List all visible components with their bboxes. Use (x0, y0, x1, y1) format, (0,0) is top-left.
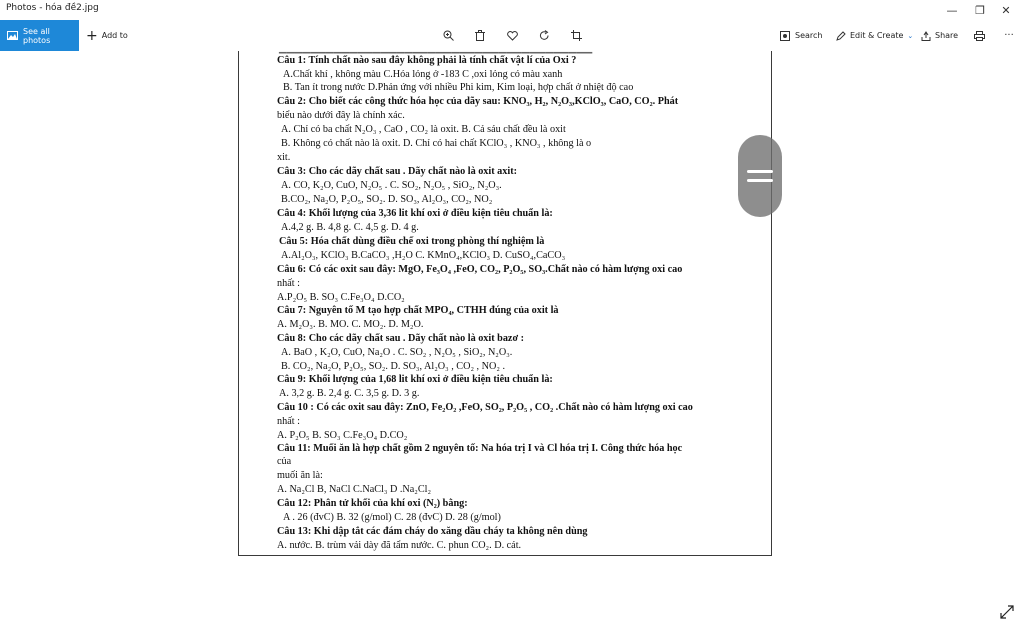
question-line: Câu 2: Cho biết các công thức hóa học của dãy sau: KNO₃, H₂, N₂O₃,KClO₃, CaO, CO₂. Phát (277, 96, 679, 107)
question-line: Câu 12: Phân tử khối của khí oxi (N₂) bằng: (277, 498, 468, 509)
answer-line: xit. (277, 152, 291, 163)
more-icon: ··· (1004, 30, 1014, 41)
answer-line: A . 26 (đvC) B. 32 (g/mol) C. 28 (đvC) D. 28 (g/mol) (283, 512, 501, 523)
search-button[interactable] (780, 20, 822, 51)
zoom-icon (443, 30, 454, 41)
answer-line: A. Chỉ có ba chất N₂O₃ , CaO , CO₂ là oxit. B. Cả sáu chất đều là oxit (281, 124, 566, 135)
image-bottom-edge (238, 555, 772, 556)
see-all-photos-button[interactable] (0, 20, 79, 51)
answer-line: A. M₂O₃. B. MO. C. MO₂. D. M₂O. (277, 319, 424, 330)
answer-line: A.Al₂O₃, KClO₃ B.CaCO₃ ,H₂O C. KMnO₄,KClO₃ D. CuSO₄,CaCO₃ (281, 250, 566, 261)
question-line: biểu nào dưới đây là chính xác. (277, 110, 405, 121)
question-line: muối ăn là: (277, 470, 323, 481)
question-line: Câu 9: Khối lượng của 1,68 lit khí oxi ở điều kiện tiêu chuẩn là: (277, 374, 553, 385)
answer-line: B. Tan ít trong nước D.Phản ứng với nhiều Phi kim, Kim loại, hợp chất ở nhiệt độ cao (283, 82, 634, 93)
answer-line: A.Chất khí , không màu C.Hóa lỏng ở -183 C ,oxi lỏng có màu xanh (283, 69, 563, 80)
see-all-label: See all photos (23, 26, 51, 45)
edit-create-button[interactable] (836, 20, 913, 51)
printer-icon (974, 31, 985, 41)
answer-line: B. Không có chất nào là oxit. D. Chỉ có hai chất KClO₃ , KNO₃ , không là o (281, 138, 592, 149)
answer-line: A. 3,2 g. B. 2,4 g. C. 3,5 g. D. 3 g. (279, 388, 420, 399)
share-label: Share (935, 31, 959, 40)
plus-icon: + (86, 27, 98, 44)
question-line: Câu 4: Khối lượng của 3,36 lit khí oxi ở điều kiện tiêu chuẩn là: (277, 208, 553, 219)
scroll-handle[interactable] (738, 135, 782, 217)
question-line: của (277, 456, 292, 467)
share-icon (921, 31, 931, 41)
answer-line: B.CO₂, Na₂O, P₂O₅, SO₂. D. SO₃, Al₂O₃, CO₂, NO₂ (281, 194, 493, 205)
question-line: Câu 5: Hóa chất dùng điều chế oxi trong phòng thí nghiệm là (279, 236, 545, 247)
title-bar (0, 0, 1024, 20)
question-line: Câu 10 : Có các oxit sau đây: ZnO, Fe₂O₂ ,FeO, SO₂, P₂O₅ , CO₂ .Chất nào có hàm lượng oxi cao (277, 402, 693, 413)
image-viewer[interactable] (0, 43, 1024, 576)
cut-off-line: ▁▁▁▁▁▁▁▁▁▁▁▁▁▁▁▁▁▁▁▁▁▁▁▁▁▁▁▁▁▁▁▁▁▁▁▁▁▁▁▁ (279, 43, 593, 54)
expand-button[interactable] (1000, 604, 1014, 623)
edit-create-label: Edit & Create (850, 31, 904, 40)
add-to-label: Add to (101, 31, 128, 40)
question-line: nhất : (277, 278, 300, 289)
question-line: nhất : (277, 416, 300, 427)
answer-line: A. Na₂Cl B, NaCl C.NaCl₃ D .Na₂Cl₂ (277, 484, 431, 495)
question-line: Câu 8: Cho các dãy chất sau . Dãy chất nào là oxit bazơ : (277, 333, 525, 344)
question-line: Câu 7: Nguyên tố M tạo hợp chất MPO₄, CTHH đúng của oxit là (277, 305, 559, 316)
photos-icon (7, 31, 18, 40)
document-image (238, 43, 772, 556)
answer-line: A.4,2 g. B. 4,8 g. C. 4,5 g. D. 4 g. (281, 222, 419, 233)
answer-line: A. P₂O₅ B. SO₃ C.Fe₃O₄ D.CO₂ (277, 430, 408, 441)
answer-line: A. BaO , K₂O, CuO, Na₂O . C. SO₂ , N₂O₅ , SiO₂, N₂O₃. (281, 347, 513, 358)
answer-line: A.P₂O₅ B. SO₃ C.Fe₃O₄ D.CO₂ (277, 292, 405, 303)
answer-line: B. CO₂, Na₂O, P₂O₅, SO₂. D. SO₃, Al₂O₃ , CO₂ , NO₂ . (281, 361, 506, 372)
question-line: Câu 6: Có các oxit sau đây: MgO, Fe₃O₄ ,FeO, CO₂, P₂O₅, SO₃.Chất nào có hàm lượng oxi cao (277, 264, 683, 275)
close-button[interactable] (990, 0, 1022, 20)
scroll-grip-line (747, 179, 773, 182)
crop-icon (571, 30, 582, 41)
expand-icon (1000, 605, 1014, 619)
window-title: Photos - hóa đề2.jpg (6, 3, 99, 13)
add-to-button[interactable] (86, 20, 128, 51)
question-line: Câu 13: Khi dập tắt các đám cháy do xăng dầu cháy ta không nên dùng (277, 526, 588, 537)
share-button[interactable] (921, 20, 958, 51)
question-line: Câu 1: Tính chất nào sau đây không phải là tính chất vật lí của Oxi ? (277, 55, 577, 66)
restore-icon: ❐ (975, 3, 985, 17)
heart-icon (507, 31, 518, 41)
edit-icon (836, 31, 846, 41)
print-button[interactable] (968, 20, 990, 51)
question-line: Câu 3: Cho các dãy chất sau . Dãy chất nào là oxit axit: (277, 166, 517, 177)
chevron-down-icon: ⌄ (907, 31, 914, 40)
close-icon: ✕ (1001, 3, 1011, 17)
minimize-icon: — (946, 3, 958, 17)
search-icon (780, 31, 790, 41)
search-label: Search (795, 31, 823, 40)
scroll-grip-line (747, 170, 773, 173)
answer-line: A. nước. B. trùm vải dày đã tẩm nước. C. phun CO₂. D. cát. (277, 540, 522, 551)
trash-icon (475, 30, 485, 41)
more-options-button[interactable] (998, 20, 1020, 51)
question-line: Câu 11: Muối ăn là hợp chất gồm 2 nguyên tố: Na hóa trị I và Cl hóa trị I. Công thức hóa học (277, 443, 683, 454)
rotate-icon (539, 30, 550, 41)
answer-line: A. CO, K₂O, CuO, N₂O₅ . C. SO₂, N₂O₅ , SiO₂, N₂O₃. (281, 180, 502, 191)
